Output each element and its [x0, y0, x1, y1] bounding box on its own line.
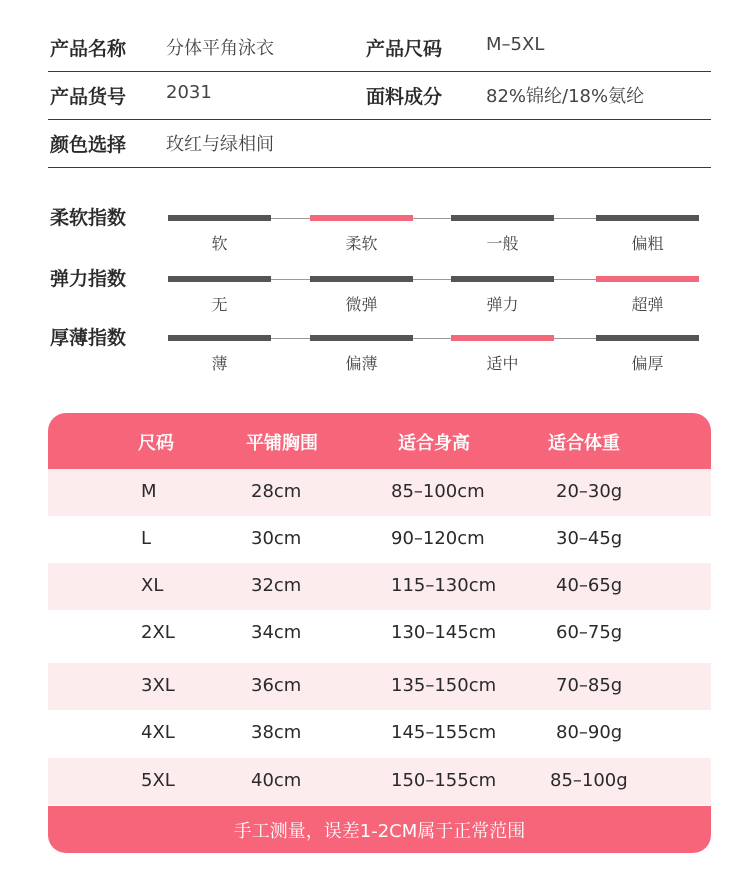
- table-row: [48, 469, 711, 516]
- thickness-level-label: 薄: [211, 354, 228, 373]
- elasticity-level-label: 弹力: [486, 295, 519, 314]
- thickness-level-label: 适中: [486, 354, 519, 373]
- cell-chest: 38cm: [251, 722, 302, 743]
- measurement-note: 手工测量，误差1-2CM属于正常范围: [233, 821, 526, 842]
- cell-height: 130–145cm: [391, 622, 497, 643]
- cell-weight: 80–90g: [556, 722, 623, 743]
- softness-level-label: 软: [211, 234, 228, 253]
- cell-size: M: [141, 481, 157, 502]
- cell-height: 85–100cm: [391, 481, 485, 502]
- info-value-color: 玫红与绿相间: [166, 134, 274, 155]
- thickness-index: [48, 323, 711, 373]
- softness-index-title: 柔软指数: [50, 207, 127, 229]
- elasticity-segment: [310, 276, 413, 282]
- cell-size: 3XL: [141, 675, 175, 696]
- cell-size: L: [141, 528, 152, 549]
- table-row: [48, 663, 711, 710]
- cell-size: 4XL: [141, 722, 175, 743]
- cell-height: 135–150cm: [391, 675, 497, 696]
- elasticity-index-title: 弹力指数: [50, 268, 127, 290]
- cell-chest: 28cm: [251, 481, 302, 502]
- thickness-level-label: 偏薄: [345, 354, 378, 373]
- table-row: [48, 516, 711, 563]
- cell-weight: 70–85g: [556, 675, 623, 696]
- thickness-index-title: 厚薄指数: [50, 327, 127, 349]
- cell-weight: 30–45g: [556, 528, 623, 549]
- thickness-segment: [596, 335, 699, 341]
- info-value-fabric: 82%锦纶/18%氨纶: [486, 86, 645, 107]
- thickness-level-label: 偏厚: [631, 354, 664, 373]
- info-label-sku: 产品货号: [50, 86, 127, 108]
- info-row-sku: [48, 72, 711, 120]
- elasticity-level-label: 超弹: [631, 295, 664, 314]
- softness-segment: [168, 215, 271, 221]
- info-label-color: 颜色选择: [50, 134, 127, 156]
- info-label-name: 产品名称: [50, 38, 127, 60]
- table-row: [48, 710, 711, 757]
- cell-height: 115–130cm: [391, 575, 497, 596]
- cell-size: 5XL: [141, 770, 175, 791]
- info-label-fabric: 面料成分: [366, 86, 443, 108]
- softness-segment: [310, 215, 413, 221]
- table-row: [48, 563, 711, 610]
- softness-index: [48, 203, 711, 253]
- cell-chest: 40cm: [251, 770, 302, 791]
- header-height: 适合身高: [398, 433, 470, 454]
- header-weight: 适合体重: [548, 433, 620, 454]
- cell-chest: 30cm: [251, 528, 302, 549]
- info-value-sku: 2031: [166, 82, 212, 103]
- cell-weight: 85–100g: [550, 770, 628, 791]
- elasticity-index: [48, 264, 711, 314]
- size-table-header: [48, 413, 711, 469]
- softness-level-label: 一般: [486, 234, 519, 253]
- table-row: [48, 610, 711, 657]
- size-table-footer: [48, 806, 711, 853]
- cell-weight: 40–65g: [556, 575, 623, 596]
- info-value-size: M–5XL: [486, 34, 545, 55]
- info-row-name: [48, 24, 711, 72]
- cell-chest: 32cm: [251, 575, 302, 596]
- cell-size: 2XL: [141, 622, 175, 643]
- cell-height: 150–155cm: [391, 770, 497, 791]
- cell-height: 90–120cm: [391, 528, 485, 549]
- elasticity-level-label: 无: [211, 295, 228, 314]
- thickness-segment: [168, 335, 271, 341]
- thickness-segment: [451, 335, 554, 341]
- cell-weight: 20–30g: [556, 481, 623, 502]
- cell-chest: 34cm: [251, 622, 302, 643]
- elasticity-segment: [596, 276, 699, 282]
- table-row: [48, 758, 711, 805]
- cell-size: XL: [141, 575, 164, 596]
- header-chest: 平铺胸围: [246, 433, 318, 454]
- softness-level-label: 柔软: [345, 234, 378, 253]
- softness-segment: [596, 215, 699, 221]
- softness-segment: [451, 215, 554, 221]
- cell-height: 145–155cm: [391, 722, 497, 743]
- elasticity-segment: [451, 276, 554, 282]
- cell-weight: 60–75g: [556, 622, 623, 643]
- info-label-size: 产品尺码: [366, 38, 443, 60]
- elasticity-level-label: 微弹: [345, 295, 378, 314]
- cell-chest: 36cm: [251, 675, 302, 696]
- softness-level-label: 偏粗: [631, 234, 664, 253]
- info-value-name: 分体平角泳衣: [166, 38, 274, 59]
- info-row-color: [48, 120, 711, 168]
- size-table: [48, 413, 711, 853]
- thickness-segment: [310, 335, 413, 341]
- header-size: 尺码: [138, 433, 174, 454]
- elasticity-segment: [168, 276, 271, 282]
